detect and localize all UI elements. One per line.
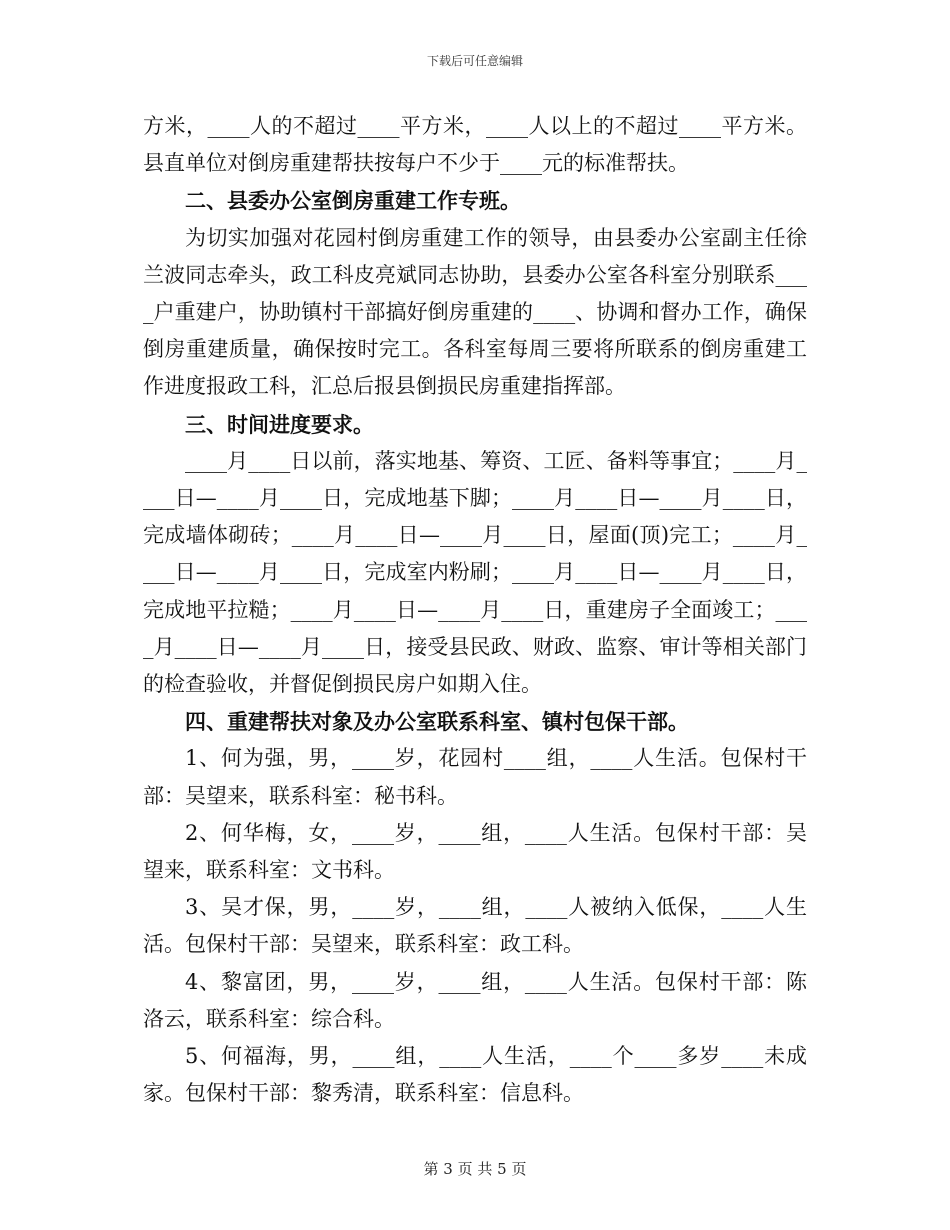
paragraph-housing-standard: 方米，____人的不超过____平方米，____人以上的不超过____平方米。县直单位对倒房重建帮扶按每户不少于____元的标准帮扶。: [143, 114, 807, 176]
list-item-recipient-2: 2、何华梅，女，____岁，____组，____人生活。包保村干部：吴望来，联系科室：文书科。: [143, 820, 807, 883]
paragraph-schedule: ____月____日以前，落实地基、筹资、工匠、备料等事宜；____月____日—____月____日，完成地基下脚；____月____日—____月____日，完成墙体砌砖；____月____日—____月____日，屋面(顶)完工；____月____日—____月____日，完成室内粉刷；____月____日—____月____日，完成地平拉糙；____月____日—____月____日，重建房子全面竣工；____月____日—____月____日，接受县民政、财政、监察、审计等相关部门的检查验收，并督促倒损民房户如期入住。: [143, 448, 807, 697]
page-number: 第 3 页 共 5 页: [423, 1160, 527, 1178]
section-heading-schedule: 三、时间进度要求。: [185, 411, 374, 437]
section-heading-aid-recipients: 四、重建帮扶对象及办公室联系科室、镇村包保干部。: [185, 709, 689, 735]
paragraph-task-force: 为切实加强对花园村倒房重建工作的领导，由县委办公室副主任徐兰波同志牵头，政工科皮亮斌同志协助，县委办公室各科室分别联系____户重建户，协助镇村干部搞好倒房重建的____、协调和督办工作，确保倒房重建质量，确保按时完工。各科室每周三要将所联系的倒房重建工作进度报政工科，汇总后报县倒损民房重建指挥部。: [143, 225, 807, 399]
document-body: [143, 108, 807, 1112]
list-item-recipient-5: 5、何福海，男，____组，____人生活，____个____多岁____未成家。包保村干部：黎秀清，联系科室：信息科。: [143, 1044, 807, 1106]
list-item-recipient-3: 3、吴才保，男，____岁，____组，____人被纳入低保，____人生活。包保村干部：吴望来，联系科室：政工科。: [143, 895, 807, 957]
list-item-recipient-4: 4、黎富团，男，____岁，____组，____人生活。包保村干部：陈洛云，联系科室：综合科。: [143, 969, 807, 1031]
page-header: 下载后可任意编辑: [426, 54, 523, 68]
list-item-recipient-1: 1、何为强，男，____岁，花园村____组，____人生活。包保村干部：吴望来，联系科室：秘书科。: [143, 746, 807, 808]
section-heading-task-force: 二、县委办公室倒房重建工作专班。: [185, 188, 521, 214]
